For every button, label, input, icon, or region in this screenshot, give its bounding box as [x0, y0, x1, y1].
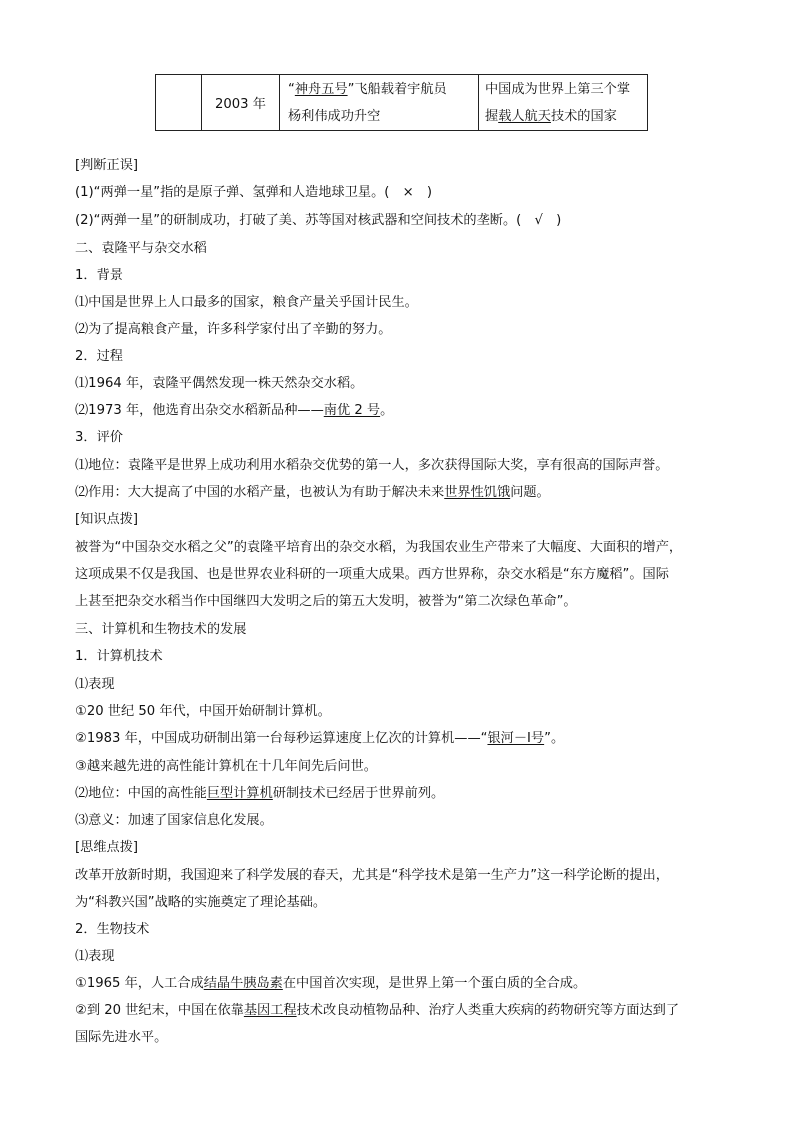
- achievement-table: [155, 74, 648, 131]
- eval-item-1: ⑴地位：袁隆平是世界上成功利用水稻杂交优势的第一人，多次获得国际大奖，享有很高的国际声誉。: [75, 458, 669, 473]
- underlined-term: 银河－Ⅰ号: [487, 731, 545, 746]
- table-row: [156, 75, 648, 131]
- bg-item-1: ⑴中国是世界上人口最多的国家，粮食产量关乎国计民生。: [75, 295, 418, 310]
- judge-title: [判断正误]: [75, 158, 139, 173]
- process-item-1: ⑴1964 年，袁隆平偶然发现一株天然杂交水稻。: [75, 376, 364, 391]
- eval-item-2: ⑵作用：大大提高了中国的水稻产量，也被认为有助于解决未来世界性饥饿问题。: [75, 485, 550, 500]
- computer-perf-title: ⑴表现: [75, 677, 115, 692]
- underlined-term: 南优 2 号: [323, 403, 381, 418]
- underlined-term: 神舟五号: [294, 81, 348, 97]
- computer-position: ⑵地位：中国的高性能巨型计算机研制技术已经居于世界前列。: [75, 786, 445, 801]
- table-cell-year: 2003 年: [202, 75, 280, 131]
- computer-item-1: ①20 世纪 50 年代，中国开始研制计算机。: [75, 704, 331, 719]
- thinking-line-2: 为“科教兴国”战略的实施奠定了理论基础。: [75, 895, 327, 910]
- bio-item-1: ①1965 年，人工合成结晶牛胰岛素在中国首次实现，是世界上第一个蛋白质的全合成。: [75, 976, 587, 991]
- thinking-title: [思维点拨]: [75, 840, 139, 855]
- judge-q2: (2)“两弹一星”的研制成功，打破了美、苏等国对核武器和空间技术的垄断。( √ ): [75, 213, 562, 228]
- knowledge-title: [知识点拨]: [75, 512, 139, 527]
- knowledge-line-3: 上甚至把杂交水稻当作中国继四大发明之后的第五大发明，被誉为“第二次绿色革命”。: [75, 594, 577, 609]
- knowledge-line-2: 这项成果不仅是我国、也是世界农业科研的一项重大成果。西方世界称，杂交水稻是“东方魔稻”。国际: [75, 567, 669, 582]
- underlined-term: 载人航天: [498, 108, 551, 124]
- computer-meaning: ⑶意义：加速了国家信息化发展。: [75, 813, 273, 828]
- bio-item-2-cont: 国际先进水平。: [75, 1030, 168, 1045]
- underlined-term: 世界性饥饿: [444, 485, 511, 500]
- underlined-term: 结晶牛胰岛素: [203, 976, 283, 991]
- bio-item-2: ②到 20 世纪末，中国在依靠基因工程技术改良动植物品种、治疗人类重大疾病的药物研究等方面达到了: [75, 1003, 680, 1018]
- table-cell-empty: [156, 75, 202, 131]
- process-item-2: ⑵1973 年，他选育出杂交水稻新品种——南优 2 号。: [75, 403, 394, 418]
- bio-title: 2．生物技术: [75, 922, 150, 937]
- eval-title: 3．评价: [75, 430, 123, 445]
- bg-title: 1．背景: [75, 268, 123, 283]
- underlined-term: 巨型计算机: [206, 786, 273, 801]
- computer-item-3: ③越来越先进的高性能计算机在十几年间先后问世。: [75, 759, 377, 774]
- section2-title: 二、袁隆平与杂交水稻: [75, 241, 207, 256]
- bio-perf-title: ⑴表现: [75, 949, 115, 964]
- table-cell-result: 中国成为世界上第三个掌 握载人航天技术的国家: [479, 75, 648, 131]
- thinking-line-1: 改革开放新时期，我国迎来了科学发展的春天，尤其是“科学技术是第一生产力”这一科学论断的提出，: [75, 868, 669, 883]
- computer-item-2: ②1983 年，中国成功研制出第一台每秒运算速度上亿次的计算机——“银河－Ⅰ号”。: [75, 731, 565, 746]
- bg-item-2: ⑵为了提高粮食产量，许多科学家付出了辛勤的努力。: [75, 322, 392, 337]
- table-cell-event: “神舟五号”飞船载着宇航员 杨利伟成功升空: [280, 75, 479, 131]
- judge-q1: (1)“两弹一星”指的是原子弹、氢弹和人造地球卫星。( × ): [75, 185, 432, 200]
- knowledge-line-1: 被誉为“中国杂交水稻之父”的袁隆平培育出的杂交水稻，为我国农业生产带来了大幅度、大面积的增产，: [75, 540, 683, 555]
- underlined-term: 基因工程: [243, 1003, 297, 1018]
- computer-title: 1．计算机技术: [75, 649, 163, 664]
- process-title: 2．过程: [75, 349, 123, 364]
- section3-title: 三、计算机和生物技术的发展: [75, 622, 247, 637]
